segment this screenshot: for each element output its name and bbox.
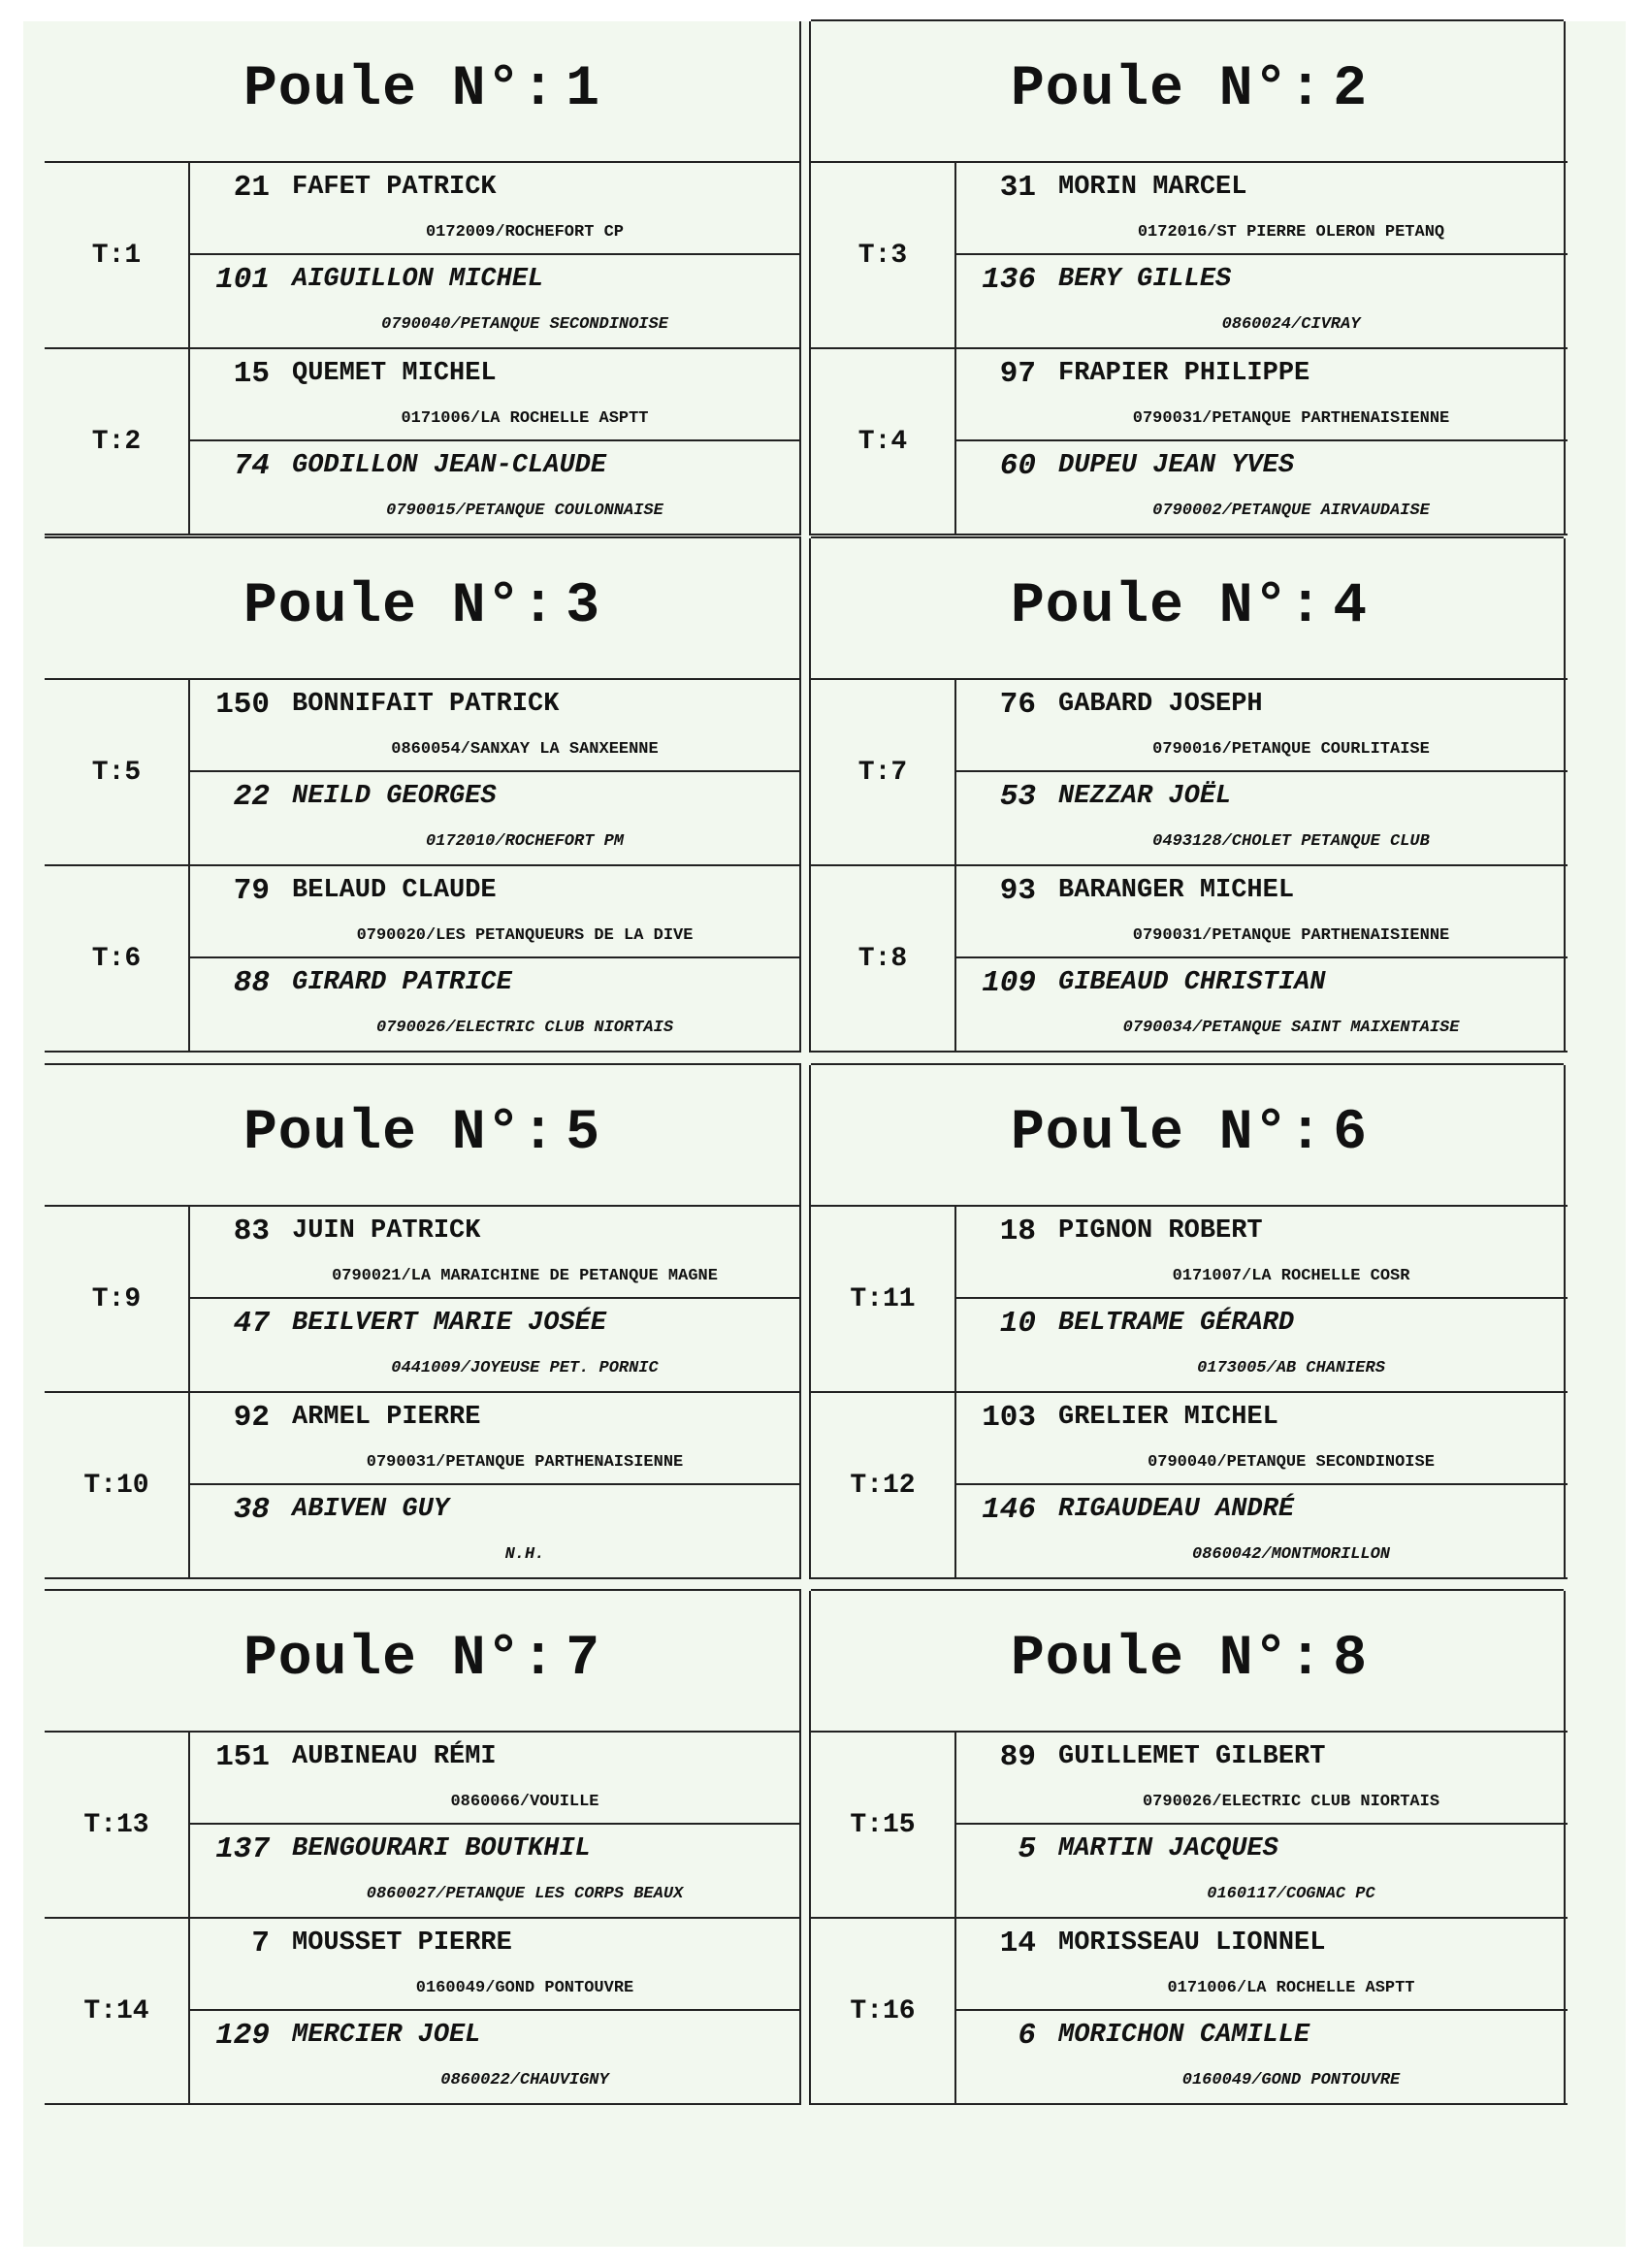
pool-title-label: Poule N°: bbox=[1010, 1628, 1324, 1691]
team-number: 93 bbox=[999, 874, 1036, 908]
player-name: BEILVERT MARIE JOSÉE bbox=[292, 1309, 607, 1338]
player-name: MARTIN JACQUES bbox=[1058, 1834, 1278, 1863]
team-number: 21 bbox=[233, 171, 270, 205]
pool-title bbox=[811, 1628, 1568, 1691]
team-number: 83 bbox=[233, 1215, 270, 1248]
pool-header bbox=[45, 538, 801, 680]
team-number: 6 bbox=[1018, 2019, 1036, 2053]
player-name: BELTRAME GÉRARD bbox=[1058, 1309, 1295, 1338]
team-number: 47 bbox=[233, 1307, 270, 1341]
club-code: N.H. bbox=[504, 1545, 545, 1564]
table-row bbox=[45, 680, 801, 866]
player-name: AIGUILLON MICHEL bbox=[292, 265, 544, 294]
team-number: 31 bbox=[999, 171, 1036, 205]
pool-title bbox=[811, 1102, 1568, 1165]
team-number: 136 bbox=[982, 263, 1036, 297]
player-name: RIGAUDEAU ANDRÉ bbox=[1058, 1495, 1295, 1524]
team-entry bbox=[190, 772, 801, 864]
table-label: T:8 bbox=[811, 866, 956, 1051]
pool-number: 6 bbox=[1333, 1102, 1369, 1165]
club-code: 0790002/PETANQUE AIRVAUDAISE bbox=[1152, 502, 1430, 520]
table-row bbox=[45, 1393, 801, 1579]
player-name: ARMEL PIERRE bbox=[292, 1403, 481, 1432]
club-code: 0790021/LA MARAICHINE DE PETANQUE MAGNE bbox=[332, 1267, 718, 1285]
player-name: ABIVEN GUY bbox=[292, 1495, 450, 1524]
table-row bbox=[45, 866, 801, 1053]
pool-title-label: Poule N°: bbox=[242, 1102, 557, 1165]
player-name: BELAUD CLAUDE bbox=[292, 876, 497, 905]
player-name: FRAPIER PHILIPPE bbox=[1058, 359, 1310, 388]
pool-title bbox=[45, 1102, 799, 1165]
team-entry bbox=[190, 349, 801, 441]
club-code: 0790040/PETANQUE SECONDINOISE bbox=[381, 315, 668, 334]
pool-title-label: Poule N°: bbox=[242, 575, 557, 638]
team-entry bbox=[190, 163, 801, 255]
table-row bbox=[811, 680, 1568, 866]
club-code: 0790031/PETANQUE PARTHENAISIENNE bbox=[1132, 926, 1450, 945]
table-label: T:4 bbox=[811, 349, 956, 534]
pool-number: 1 bbox=[566, 58, 601, 121]
team-entry bbox=[190, 958, 801, 1051]
pool-number: 2 bbox=[1333, 58, 1369, 121]
team-entry bbox=[956, 1207, 1568, 1299]
team-entry bbox=[190, 866, 801, 958]
club-code: 0790031/PETANQUE PARTHENAISIENNE bbox=[366, 1453, 684, 1472]
player-name: MERCIER JOEL bbox=[292, 2021, 481, 2050]
pool-title-label: Poule N°: bbox=[1010, 575, 1324, 638]
player-name: BENGOURARI BOUTKHIL bbox=[292, 1834, 591, 1863]
team-entry bbox=[956, 255, 1568, 347]
team-number: 146 bbox=[982, 1493, 1036, 1527]
team-number: 10 bbox=[999, 1307, 1036, 1341]
team-number: 15 bbox=[233, 357, 270, 391]
club-code: 0790026/ELECTRIC CLUB NIORTAIS bbox=[1142, 1793, 1440, 1811]
pool-number: 7 bbox=[566, 1628, 601, 1691]
player-name: NEZZAR JOËL bbox=[1058, 782, 1232, 811]
pool-5 bbox=[45, 1065, 801, 1579]
team-entry bbox=[956, 1299, 1568, 1391]
team-entry bbox=[956, 680, 1568, 772]
table-label: T:3 bbox=[811, 163, 956, 347]
pool-4 bbox=[809, 538, 1566, 1053]
club-code: 0790020/LES PETANQUEURS DE LA DIVE bbox=[356, 926, 694, 945]
player-name: DUPEU JEAN YVES bbox=[1058, 451, 1295, 480]
pool-title bbox=[811, 575, 1568, 638]
table-row bbox=[45, 1207, 801, 1393]
player-name: GRELIER MICHEL bbox=[1058, 1403, 1278, 1432]
pool-header bbox=[45, 1065, 801, 1207]
club-code: 0860024/CIVRAY bbox=[1221, 315, 1361, 334]
club-code: 0160049/GOND PONTOUVRE bbox=[415, 1979, 634, 1997]
club-code: 0790015/PETANQUE COULONNAISE bbox=[386, 502, 663, 520]
club-code: 0172010/ROCHEFORT PM bbox=[425, 832, 625, 851]
team-entry bbox=[956, 958, 1568, 1051]
table-label: T:7 bbox=[811, 680, 956, 864]
team-number: 7 bbox=[251, 1927, 270, 1960]
team-entry bbox=[956, 1485, 1568, 1577]
team-entry bbox=[190, 1207, 801, 1299]
team-entry bbox=[956, 2011, 1568, 2103]
club-code: 0171006/LA ROCHELLE ASPTT bbox=[1167, 1979, 1415, 1997]
club-code: 0171006/LA ROCHELLE ASPTT bbox=[401, 409, 649, 428]
player-name: GIRARD PATRICE bbox=[292, 968, 512, 997]
team-number: 74 bbox=[233, 449, 270, 483]
player-name: AUBINEAU RÉMI bbox=[292, 1742, 497, 1771]
player-name: MORISSEAU LIONNEL bbox=[1058, 1928, 1326, 1958]
team-entry bbox=[190, 680, 801, 772]
team-number: 129 bbox=[215, 2019, 270, 2053]
table-label: T:1 bbox=[45, 163, 190, 347]
club-code: 0160117/COGNAC PC bbox=[1207, 1885, 1375, 1903]
table-label: T:9 bbox=[45, 1207, 190, 1391]
team-number: 137 bbox=[215, 1832, 270, 1866]
player-name: JUIN PATRICK bbox=[292, 1216, 481, 1246]
table-label: T:12 bbox=[811, 1393, 956, 1577]
table-label: T:13 bbox=[45, 1733, 190, 1917]
club-code: 0860066/VOUILLE bbox=[450, 1793, 599, 1811]
club-code: 0790016/PETANQUE COURLITAISE bbox=[1152, 740, 1430, 759]
pool-number: 4 bbox=[1333, 575, 1369, 638]
table-label: T:11 bbox=[811, 1207, 956, 1391]
team-number: 38 bbox=[233, 1493, 270, 1527]
pool-title bbox=[811, 58, 1568, 121]
team-entry bbox=[956, 1393, 1568, 1485]
player-name: BARANGER MICHEL bbox=[1058, 876, 1295, 905]
pool-6 bbox=[809, 1065, 1566, 1579]
club-code: 0493128/CHOLET PETANQUE CLUB bbox=[1152, 832, 1430, 851]
club-code: 0790031/PETANQUE PARTHENAISIENNE bbox=[1132, 409, 1450, 428]
team-entry bbox=[190, 1733, 801, 1825]
team-entry bbox=[190, 1919, 801, 2011]
table-row bbox=[45, 349, 801, 535]
club-code: 0441009/JOYEUSE PET. PORNIC bbox=[391, 1359, 659, 1377]
pool-title-label: Poule N°: bbox=[1010, 1102, 1324, 1165]
team-entry bbox=[956, 441, 1568, 534]
player-name: NEILD GEORGES bbox=[292, 782, 497, 811]
club-code: 0790026/ELECTRIC CLUB NIORTAIS bbox=[375, 1019, 674, 1037]
team-entry bbox=[190, 2011, 801, 2103]
pool-2 bbox=[809, 21, 1566, 535]
team-entry bbox=[956, 349, 1568, 441]
player-name: GABARD JOSEPH bbox=[1058, 690, 1263, 719]
team-number: 92 bbox=[233, 1401, 270, 1435]
pool-number: 8 bbox=[1333, 1628, 1369, 1691]
club-code: 0790034/PETANQUE SAINT MAIXENTAISE bbox=[1122, 1019, 1460, 1037]
pool-title-label: Poule N°: bbox=[242, 1628, 557, 1691]
pool-header bbox=[811, 21, 1568, 163]
table-row bbox=[811, 163, 1568, 349]
club-code: 0860042/MONTMORILLON bbox=[1191, 1545, 1391, 1564]
pool-header bbox=[811, 1065, 1568, 1207]
table-label: T:5 bbox=[45, 680, 190, 864]
team-entry bbox=[190, 255, 801, 347]
table-row bbox=[811, 1207, 1568, 1393]
player-name: GUILLEMET GILBERT bbox=[1058, 1742, 1326, 1771]
player-name: MOUSSET PIERRE bbox=[292, 1928, 512, 1958]
team-number: 88 bbox=[233, 966, 270, 1000]
pool-3 bbox=[45, 538, 801, 1053]
table-row bbox=[811, 1919, 1568, 2105]
player-name: MORIN MARCEL bbox=[1058, 173, 1247, 202]
player-name: GIBEAUD CHRISTIAN bbox=[1058, 968, 1326, 997]
team-number: 97 bbox=[999, 357, 1036, 391]
pool-header bbox=[45, 21, 801, 163]
table-row bbox=[45, 163, 801, 349]
team-number: 79 bbox=[233, 874, 270, 908]
team-number: 151 bbox=[215, 1740, 270, 1774]
team-entry bbox=[190, 1393, 801, 1485]
pool-title bbox=[45, 575, 799, 638]
pool-7 bbox=[45, 1591, 801, 2105]
pool-header bbox=[811, 538, 1568, 680]
player-name: FAFET PATRICK bbox=[292, 173, 497, 202]
team-entry bbox=[956, 1825, 1568, 1917]
team-entry bbox=[956, 866, 1568, 958]
club-code: 0860054/SANXAY LA SANXEENNE bbox=[391, 740, 659, 759]
team-number: 60 bbox=[999, 449, 1036, 483]
club-code: 0173005/AB CHANIERS bbox=[1197, 1359, 1385, 1377]
table-label: T:2 bbox=[45, 349, 190, 534]
club-code: 0860022/CHAUVIGNY bbox=[440, 2071, 609, 2090]
team-entry bbox=[190, 1299, 801, 1391]
pool-title-label: Poule N°: bbox=[242, 58, 557, 121]
table-label: T:6 bbox=[45, 866, 190, 1051]
pool-header bbox=[811, 1591, 1568, 1733]
club-code: 0172009/ROCHEFORT CP bbox=[425, 223, 625, 242]
club-code: 0160049/GOND PONTOUVRE bbox=[1181, 2071, 1401, 2090]
team-entry bbox=[190, 1485, 801, 1577]
team-entry bbox=[956, 1733, 1568, 1825]
team-entry bbox=[956, 772, 1568, 864]
table-label: T:14 bbox=[45, 1919, 190, 2103]
table-row bbox=[811, 866, 1568, 1053]
team-number: 22 bbox=[233, 780, 270, 814]
club-code: 0172016/ST PIERRE OLERON PETANQ bbox=[1137, 223, 1445, 242]
team-entry bbox=[956, 163, 1568, 255]
club-code: 0860027/PETANQUE LES CORPS BEAUX bbox=[366, 1885, 684, 1903]
team-entry bbox=[190, 441, 801, 534]
pool-number: 5 bbox=[566, 1102, 601, 1165]
team-number: 18 bbox=[999, 1215, 1036, 1248]
pool-title bbox=[45, 1628, 799, 1691]
team-entry bbox=[190, 1825, 801, 1917]
team-number: 101 bbox=[215, 263, 270, 297]
team-number: 76 bbox=[999, 688, 1036, 722]
table-label: T:10 bbox=[45, 1393, 190, 1577]
table-row bbox=[811, 1733, 1568, 1919]
pool-number: 3 bbox=[566, 575, 601, 638]
table-label: T:16 bbox=[811, 1919, 956, 2103]
player-name: GODILLON JEAN-CLAUDE bbox=[292, 451, 607, 480]
table-label: T:15 bbox=[811, 1733, 956, 1917]
club-code: 0171007/LA ROCHELLE COSR bbox=[1172, 1267, 1410, 1285]
player-name: QUEMET MICHEL bbox=[292, 359, 497, 388]
team-number: 53 bbox=[999, 780, 1036, 814]
player-name: PIGNON ROBERT bbox=[1058, 1216, 1263, 1246]
table-row bbox=[811, 349, 1568, 535]
team-entry bbox=[956, 1919, 1568, 2011]
draw-sheet bbox=[23, 21, 1626, 2247]
team-number: 89 bbox=[999, 1740, 1036, 1774]
table-row bbox=[811, 1393, 1568, 1579]
player-name: BONNIFAIT PATRICK bbox=[292, 690, 560, 719]
table-row bbox=[45, 1919, 801, 2105]
pool-title-label: Poule N°: bbox=[1010, 58, 1324, 121]
player-name: BERY GILLES bbox=[1058, 265, 1232, 294]
pool-header bbox=[45, 1591, 801, 1733]
team-number: 109 bbox=[982, 966, 1036, 1000]
team-number: 14 bbox=[999, 1927, 1036, 1960]
player-name: MORICHON CAMILLE bbox=[1058, 2021, 1310, 2050]
pool-8 bbox=[809, 1591, 1566, 2105]
pool-title bbox=[45, 58, 799, 121]
table-row bbox=[45, 1733, 801, 1919]
pool-1 bbox=[45, 21, 801, 535]
team-number: 5 bbox=[1018, 1832, 1036, 1866]
team-number: 103 bbox=[982, 1401, 1036, 1435]
team-number: 150 bbox=[215, 688, 270, 722]
club-code: 0790040/PETANQUE SECONDINOISE bbox=[1148, 1453, 1435, 1472]
